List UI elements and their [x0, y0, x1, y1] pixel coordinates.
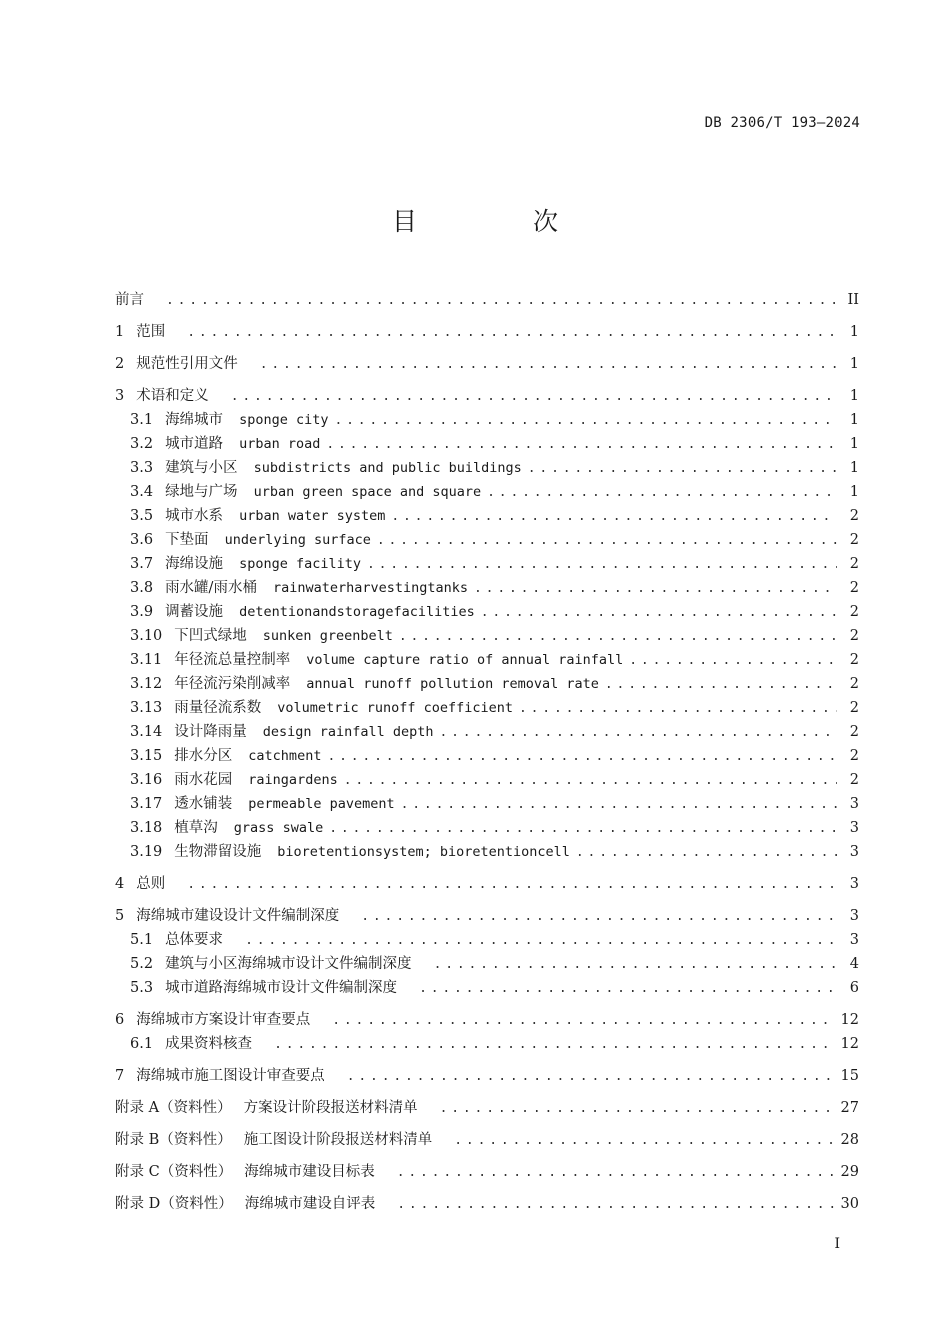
- toc-entry-page: 2: [849, 628, 859, 644]
- toc-entry-number: 3.16: [130, 772, 163, 788]
- toc-leader-dots: [474, 577, 837, 600]
- toc-entry[interactable]: [115, 744, 859, 768]
- toc-entry-english-title: raingardens: [248, 772, 338, 788]
- toc-entry-page: 2: [849, 724, 859, 740]
- toc-entry-number: 4: [115, 876, 125, 892]
- toc-entry-number: 3: [115, 388, 125, 404]
- toc-leader-dots: [187, 873, 837, 896]
- toc-entry-title: 植草沟: [174, 820, 218, 836]
- toc-entry-page: 1: [849, 484, 859, 500]
- toc-entry-number: 附录 C（资料性）: [115, 1164, 233, 1180]
- page-title: 目 次: [392, 207, 612, 236]
- toc-entry-title: 排水分区: [174, 748, 233, 764]
- toc-entry-title: 海绵城市: [165, 412, 224, 428]
- toc-entry-page: 1: [849, 412, 859, 428]
- toc-entry-english-title: underlying surface: [224, 532, 371, 548]
- toc-entry-number: 5.3: [130, 980, 154, 996]
- toc-leader-dots: [274, 1033, 834, 1056]
- toc-entry-page: 2: [849, 772, 859, 788]
- toc-leader-dots: [361, 905, 837, 928]
- toc-entry-page: 1: [849, 436, 859, 452]
- toc-leader-dots: [329, 817, 837, 840]
- toc-entry-page: 2: [849, 676, 859, 692]
- toc-entry[interactable]: [115, 624, 859, 648]
- toc-entry-number: 3.7: [130, 556, 154, 572]
- toc-entry-page: 1: [849, 388, 859, 404]
- toc-entry-title: 设计降雨量: [174, 724, 247, 740]
- toc-entry-page: 2: [849, 580, 859, 596]
- toc-entry[interactable]: [115, 1032, 859, 1056]
- toc-entry-page: 2: [849, 604, 859, 620]
- toc-entry-page: II: [847, 292, 859, 308]
- toc-entry-number: 3.5: [130, 508, 154, 524]
- toc-entry[interactable]: [115, 816, 859, 840]
- toc-leader-dots: [367, 553, 837, 576]
- toc-entry-number: 5: [115, 908, 125, 924]
- toc-entry-page: 28: [840, 1132, 859, 1148]
- toc-entry-english-title: volumetric runoff coefficient: [277, 700, 513, 716]
- toc-leader-dots: [166, 289, 837, 312]
- toc-entry[interactable]: [115, 480, 859, 504]
- toc-entry-english-title: subdistricts and public buildings: [253, 460, 522, 476]
- toc-entry-number: 3.19: [130, 844, 163, 860]
- toc-leader-dots: [397, 1193, 834, 1216]
- toc-entry[interactable]: [115, 408, 859, 432]
- toc-entry-number: 6: [115, 1012, 125, 1028]
- toc-entry-title: 年径流污染削减率: [174, 676, 291, 692]
- toc-entry[interactable]: [115, 768, 859, 792]
- toc-entry-number: 2: [115, 356, 125, 372]
- toc-entry-title: 建筑与小区: [165, 460, 238, 476]
- toc-entry-number: 附录 D（资料性）: [115, 1196, 233, 1212]
- toc-entry[interactable]: [115, 600, 859, 624]
- toc-entry[interactable]: [115, 576, 859, 600]
- toc-entry[interactable]: [115, 928, 859, 952]
- toc-entry-number: 3.8: [130, 580, 154, 596]
- toc-entry[interactable]: [115, 1008, 859, 1032]
- toc-entry-title: 海绵设施: [165, 556, 224, 572]
- toc-entry[interactable]: [115, 384, 859, 408]
- toc-leader-dots: [187, 321, 837, 344]
- toc-entry-title: 生物滞留设施: [174, 844, 262, 860]
- toc-entry-number: 3.11: [130, 652, 163, 668]
- toc-entry-title: 调蓄设施: [165, 604, 224, 620]
- toc-entry-english-title: bioretentionsystem; bioretentioncell: [277, 844, 570, 860]
- toc-entry-english-title: design rainfall depth: [262, 724, 434, 740]
- toc-entry-number: 附录 A（资料性）: [115, 1100, 232, 1116]
- toc-entry-title: 下垫面: [165, 532, 209, 548]
- doc-code: DB 2306/T 193—2024: [704, 115, 860, 131]
- toc-entry-page: 3: [849, 932, 859, 948]
- toc-entry[interactable]: [115, 1096, 859, 1120]
- toc-entry-page: 2: [849, 652, 859, 668]
- toc-entry[interactable]: [115, 456, 859, 480]
- toc-entry-title: 规范性引用文件: [136, 356, 238, 372]
- toc-entry-title: 总则: [136, 876, 166, 892]
- toc-entry-english-title: permeable pavement: [248, 796, 395, 812]
- toc-entry-page: 3: [849, 844, 859, 860]
- toc-entry-title: 方案设计阶段报送材料清单: [243, 1100, 418, 1116]
- toc-entry-page: 2: [849, 508, 859, 524]
- page-number: I: [834, 1236, 840, 1252]
- toc-entry-page: 2: [849, 532, 859, 548]
- toc-entry[interactable]: [115, 1064, 859, 1088]
- toc-leader-dots: [327, 745, 837, 768]
- toc-leader-dots: [377, 529, 837, 552]
- toc-entry[interactable]: [115, 840, 859, 864]
- toc-entry-page: 12: [840, 1036, 859, 1052]
- toc-entry-english-title: sponge city: [239, 412, 329, 428]
- toc-leader-dots: [347, 1065, 835, 1088]
- toc-entry-title: 术语和定义: [136, 388, 209, 404]
- toc-leader-dots: [605, 673, 837, 696]
- toc-entry-number: 3.4: [130, 484, 154, 500]
- toc-entry-number: 1: [115, 324, 125, 340]
- toc-entry-title: 海绵城市建设设计文件编制深度: [136, 908, 340, 924]
- toc-entry-title: 施工图设计阶段报送材料清单: [243, 1132, 433, 1148]
- toc-entry-page: 2: [849, 748, 859, 764]
- toc-leader-dots: [260, 353, 837, 376]
- toc-entry[interactable]: [115, 672, 859, 696]
- toc-entry[interactable]: [115, 1192, 859, 1216]
- toc-entry-number: 3.1: [130, 412, 154, 428]
- toc-entry-number: 3.17: [130, 796, 163, 812]
- toc-entry-title: 年径流总量控制率: [174, 652, 291, 668]
- toc-entry-page: 1: [849, 460, 859, 476]
- toc-entry[interactable]: [115, 904, 859, 928]
- toc-entry[interactable]: [115, 976, 859, 1000]
- toc-entry-english-title: annual runoff pollution removal rate: [306, 676, 599, 692]
- toc-leader-dots: [326, 433, 837, 456]
- toc-entry-number: 附录 B（资料性）: [115, 1132, 232, 1148]
- toc-entry-title: 海绵城市建设自评表: [244, 1196, 376, 1212]
- toc-entry-page: 3: [849, 876, 859, 892]
- toc-entry-page: 15: [840, 1068, 859, 1084]
- toc-leader-dots: [231, 385, 837, 408]
- toc-entry-number: 3.15: [130, 748, 163, 764]
- toc-entry-english-title: rainwaterharvestingtanks: [272, 580, 469, 596]
- toc-entry[interactable]: [115, 320, 859, 344]
- toc-entry-title: 城市水系: [165, 508, 224, 524]
- toc-entry-english-title: detentionandstoragefacilities: [239, 604, 475, 620]
- toc-leader-dots: [245, 929, 837, 952]
- toc-leader-dots: [332, 1009, 834, 1032]
- toc-entry-title: 雨水花园: [174, 772, 233, 788]
- toc-leader-dots: [399, 625, 837, 648]
- toc-entry-page: 4: [849, 956, 859, 972]
- toc-entry-title: 总体要求: [165, 932, 224, 948]
- toc-entry-page: 29: [840, 1164, 859, 1180]
- toc-entry-title: 雨量径流系数: [174, 700, 262, 716]
- toc-leader-dots: [440, 1097, 835, 1120]
- toc-entry-page: 2: [849, 700, 859, 716]
- toc-entry-page: 6: [849, 980, 859, 996]
- toc-entry-number: 7: [115, 1068, 125, 1084]
- toc-entry-page: 1: [849, 356, 859, 372]
- toc-entry[interactable]: [115, 528, 859, 552]
- toc-leader-dots: [576, 841, 837, 864]
- toc-entry[interactable]: [115, 288, 859, 312]
- toc-entry-english-title: sunken greenbelt: [262, 628, 393, 644]
- toc-entry-title: 透水铺装: [174, 796, 233, 812]
- toc-entry-title: 成果资料核查: [165, 1036, 253, 1052]
- toc-leader-dots: [334, 409, 837, 432]
- toc-leader-dots: [519, 697, 837, 720]
- toc-entry[interactable]: [115, 504, 859, 528]
- toc-leader-dots: [439, 721, 837, 744]
- toc-entry-english-title: sponge facility: [239, 556, 361, 572]
- toc-entry-number: 6.1: [130, 1036, 154, 1052]
- toc-entry[interactable]: [115, 872, 859, 896]
- toc-entry-number: 3.6: [130, 532, 154, 548]
- toc-entry[interactable]: [115, 552, 859, 576]
- toc-entry-number: 3.10: [130, 628, 163, 644]
- toc-entry-english-title: volume capture ratio of annual rainfall: [306, 652, 624, 668]
- toc-entry[interactable]: [115, 432, 859, 456]
- toc-entry[interactable]: [115, 1128, 859, 1152]
- toc-entry-page: 2: [849, 556, 859, 572]
- toc-entry-number: 5.1: [130, 932, 154, 948]
- toc-entry-page: 1: [849, 324, 859, 340]
- toc-leader-dots: [391, 505, 837, 528]
- toc-leader-dots: [434, 953, 837, 976]
- toc-entry-page: 30: [840, 1196, 859, 1212]
- toc-entry-number: 3.3: [130, 460, 154, 476]
- toc-entry-english-title: urban water system: [239, 508, 386, 524]
- toc-entry-title: 绿地与广场: [165, 484, 238, 500]
- toc-leader-dots: [454, 1129, 834, 1152]
- toc-entry-english-title: urban green space and square: [253, 484, 482, 500]
- toc-leader-dots: [344, 769, 837, 792]
- toc-entry-page: 3: [849, 820, 859, 836]
- toc-entry-title: 前言: [115, 292, 144, 308]
- toc-entry-title: 城市道路海绵城市设计文件编制深度: [165, 980, 398, 996]
- toc-entry-number: 3.14: [130, 724, 163, 740]
- toc-entry[interactable]: [115, 648, 859, 672]
- toc-entry-title: 范围: [136, 324, 166, 340]
- toc-entry-english-title: catchment: [248, 748, 322, 764]
- toc-entry-title: 海绵城市方案设计审查要点: [136, 1012, 311, 1028]
- toc-entry-english-title: grass swale: [233, 820, 324, 836]
- toc-leader-dots: [629, 649, 837, 672]
- toc-leader-dots: [481, 601, 837, 624]
- toc-entry-number: 5.2: [130, 956, 154, 972]
- toc-entry[interactable]: [115, 720, 859, 744]
- toc-entry[interactable]: [115, 952, 859, 976]
- toc-leader-dots: [487, 481, 837, 504]
- toc-entry-number: 3.18: [130, 820, 163, 836]
- toc-entry[interactable]: [115, 792, 859, 816]
- toc-entry-title: 雨水罐/雨水桶: [165, 580, 257, 596]
- toc-entry-title: 海绵城市施工图设计审查要点: [136, 1068, 325, 1084]
- toc-entry-number: 3.13: [130, 700, 163, 716]
- toc-entry[interactable]: [115, 1160, 859, 1184]
- toc-entry[interactable]: [115, 696, 859, 720]
- table-of-contents: [115, 288, 859, 1216]
- toc-entry-number: 3.12: [130, 676, 163, 692]
- toc-entry-title: 下凹式绿地: [174, 628, 247, 644]
- toc-leader-dots: [528, 457, 837, 480]
- toc-leader-dots: [419, 977, 837, 1000]
- toc-entry-title: 城市道路: [165, 436, 224, 452]
- toc-entry-page: 3: [849, 796, 859, 812]
- toc-entry-page: 12: [840, 1012, 859, 1028]
- toc-entry-page: 3: [849, 908, 859, 924]
- toc-leader-dots: [397, 1161, 835, 1184]
- toc-entry-title: 建筑与小区海绵城市设计文件编制深度: [165, 956, 412, 972]
- toc-entry-english-title: urban road: [239, 436, 321, 452]
- toc-entry-number: 3.9: [130, 604, 154, 620]
- toc-entry-page: 27: [840, 1100, 859, 1116]
- toc-entry-title: 海绵城市建设目标表: [244, 1164, 375, 1180]
- toc-entry-number: 3.2: [130, 436, 154, 452]
- toc-entry[interactable]: [115, 352, 859, 376]
- toc-leader-dots: [401, 793, 837, 816]
